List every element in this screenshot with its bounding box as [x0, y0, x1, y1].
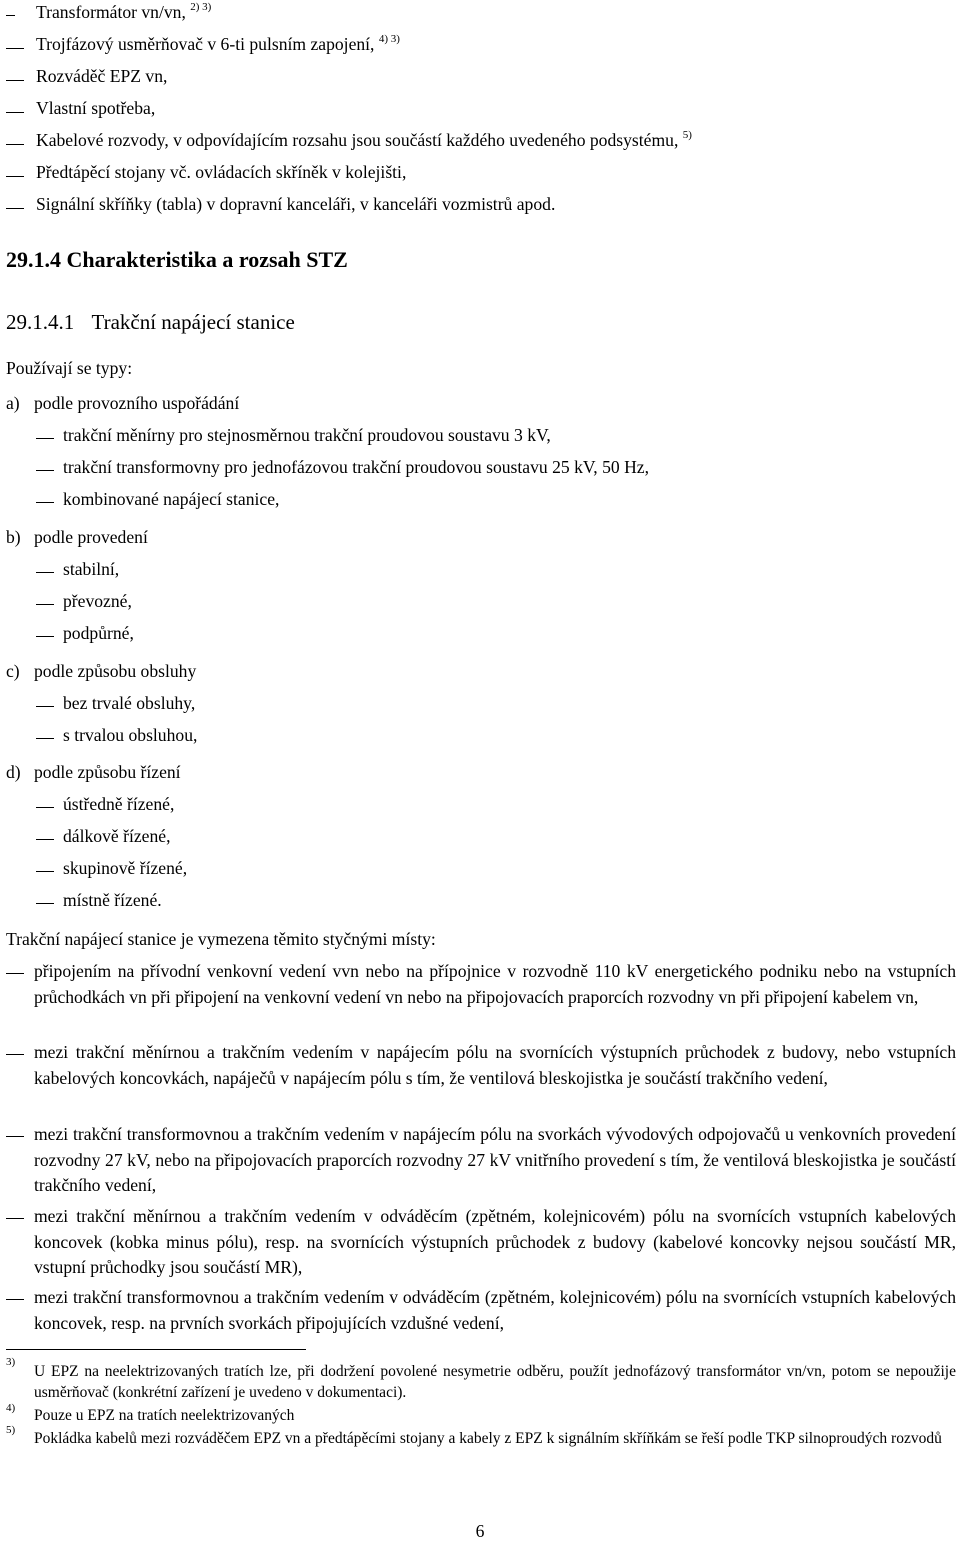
footnote-mark: 4): [6, 1402, 16, 1414]
group-label: a): [6, 393, 20, 413]
dash-bullet: [36, 706, 54, 707]
dash-bullet: [36, 604, 54, 605]
list-item: převozné,: [63, 591, 132, 611]
list-item: stabilní,: [63, 559, 120, 579]
list-item: Transformátor vn/vn, $^{2) 3)}$: [36, 1, 212, 22]
list-item: ústředně řízené,: [63, 794, 175, 814]
group-title: podle způsobu obsluhy: [34, 661, 197, 681]
boundary-item: připojením na přívodní venkovní vedení vvn nebo na přípojnice v rozvodně 110 kV energetického podniku nebo na vstupních průchodkách vn při připojení na venkovní vedení vn nebo na připojovacích praporcích rozvodny vn při připojení kabelem vn,: [34, 961, 956, 1007]
group-title: podle provedení: [34, 527, 148, 547]
list-item: Signální skříňky (tabla) v dopravní kanceláři, v kanceláři vozmistrů apod.: [36, 194, 556, 214]
list-item: bez trvalé obsluhy,: [63, 693, 196, 713]
boundary-intro: Trakční napájecí stanice je vymezena těmito styčnými místy:: [6, 929, 436, 949]
subsection-title: Trakční napájecí stanice: [91, 310, 295, 334]
dash-bullet: [36, 738, 54, 739]
boundary-item: mezi trakční měnírnou a trakčním vedením v odváděcím (zpětném, kolejnicovém) pólu na svornících vstupních kabelových koncovek (kobka minus pólu), resp. na svornících výstupních průchodek z budovy (kabelové koncovky nejsou součástí MR, vstupní průchodky jsou součástí MR),: [34, 1206, 956, 1277]
boundary-item: mezi trakční transformovnou a trakčním vedením v napájecím pólu na svorkách vývodových odpojovačů u venkovních provedení rozvodny 27 kV, nebo na připojovacích praporcích rozvodny 27 kV vnitřního provedení s tím, že ventilová bleskojistka je součástí trakčního vedení,: [34, 1124, 956, 1195]
list-item: dálkově řízené,: [63, 826, 171, 846]
list-item: Kabelové rozvody, v odpovídajícím rozsahu jsou součástí každého uvedeného podsystému, $^{5)}$: [36, 129, 692, 150]
dash-bullet: [6, 1218, 24, 1219]
list-item: kombinované napájecí stanice,: [63, 489, 280, 509]
dash-bullet: [6, 208, 24, 209]
list-item: Trojfázový usměrňovač v 6-ti pulsním zapojení, $^{4) 3)}$: [36, 33, 400, 54]
list-item: Rozváděč EPZ vn,: [36, 66, 168, 86]
boundary-item: mezi trakční transformovnou a trakčním vedením v odváděcím (zpětném, kolejnicovém) pólu na svornících vstupních kabelových koncovek, resp. na prvních svorkách připojujících vzdušné vedení,: [34, 1287, 956, 1333]
subsection-heading: [6, 310, 295, 335]
dash-bullet: [6, 1299, 24, 1300]
group-title: podle provozního uspořádání: [34, 393, 240, 413]
boundary-item: mezi trakční měnírnou a trakčním vedením v napájecím pólu na svornících výstupních průchodek z budovy, nebo vstupních kabelových koncovkách, napáječů v napájecím pólu s tím, že ventilová bleskojistka je součástí trakčního vedení,: [34, 1042, 956, 1088]
list-item: místně řízené.: [63, 890, 162, 910]
group-label: c): [6, 661, 20, 681]
dash-bullet: [36, 502, 54, 503]
dash-bullet: [6, 112, 24, 113]
group-label: d): [6, 762, 21, 782]
dash-bullet: [6, 176, 24, 177]
list-item: s trvalou obsluhou,: [63, 725, 198, 745]
dash-bullet: [36, 903, 54, 904]
dash-bullet: [6, 1054, 24, 1055]
dash-bullet: [6, 15, 15, 16]
list-item: Předtápěcí stojany vč. ovládacích skříněk v kolejišti,: [36, 162, 407, 182]
footnote-text: Pokládka kabelů mezi rozváděčem EPZ vn a předtápěcími stojany a kabely z EPZ k signálním skříňkám se řeší podle TKP silnoproudých rozvodů: [34, 1430, 942, 1447]
dash-bullet: [36, 839, 54, 840]
intro-text: Používají se typy:: [6, 358, 133, 378]
dash-bullet: [6, 1136, 24, 1137]
list-item: trakční transformovny pro jednofázovou trakční proudovou soustavu 25 kV, 50 Hz,: [63, 457, 650, 477]
footnote-text: U EPZ na neelektrizovaných tratích lze, při dodržení povolené nesymetrie odběru, použít jednofázový transformátor vn/vn, potom se nepoužije usměrňovač (konkrétní zařízení je uvedeno v dokumentaci).: [34, 1363, 956, 1401]
dash-bullet: [6, 80, 24, 81]
footnote-rule: [6, 1349, 306, 1350]
section-heading: 29.1.4 Charakteristika a rozsah STZ: [6, 247, 348, 272]
dash-bullet: [36, 470, 54, 471]
group-title: podle způsobu řízení: [34, 762, 181, 782]
footnote-mark: 5): [6, 1424, 16, 1436]
subsection-number: 29.1.4.1: [6, 310, 75, 334]
footnote-mark: 3): [6, 1356, 16, 1368]
dash-bullet: [6, 973, 24, 974]
page-number: 6: [475, 1521, 485, 1541]
list-item: podpůrné,: [63, 623, 134, 643]
list-item: trakční měnírny pro stejnosměrnou trakční proudovou soustavu 3 kV,: [63, 425, 551, 445]
dash-bullet: [36, 438, 54, 439]
list-item: skupinově řízené,: [63, 858, 188, 878]
dash-bullet: [36, 572, 54, 573]
dash-bullet: [36, 807, 54, 808]
list-item: Vlastní spotřeba,: [36, 98, 156, 118]
dash-bullet: [6, 48, 24, 49]
dash-bullet: [36, 871, 54, 872]
footnote-text: Pouze u EPZ na tratích neelektrizovaných: [34, 1407, 295, 1424]
dash-bullet: [6, 144, 24, 145]
group-label: b): [6, 527, 21, 547]
dash-bullet: [36, 636, 54, 637]
